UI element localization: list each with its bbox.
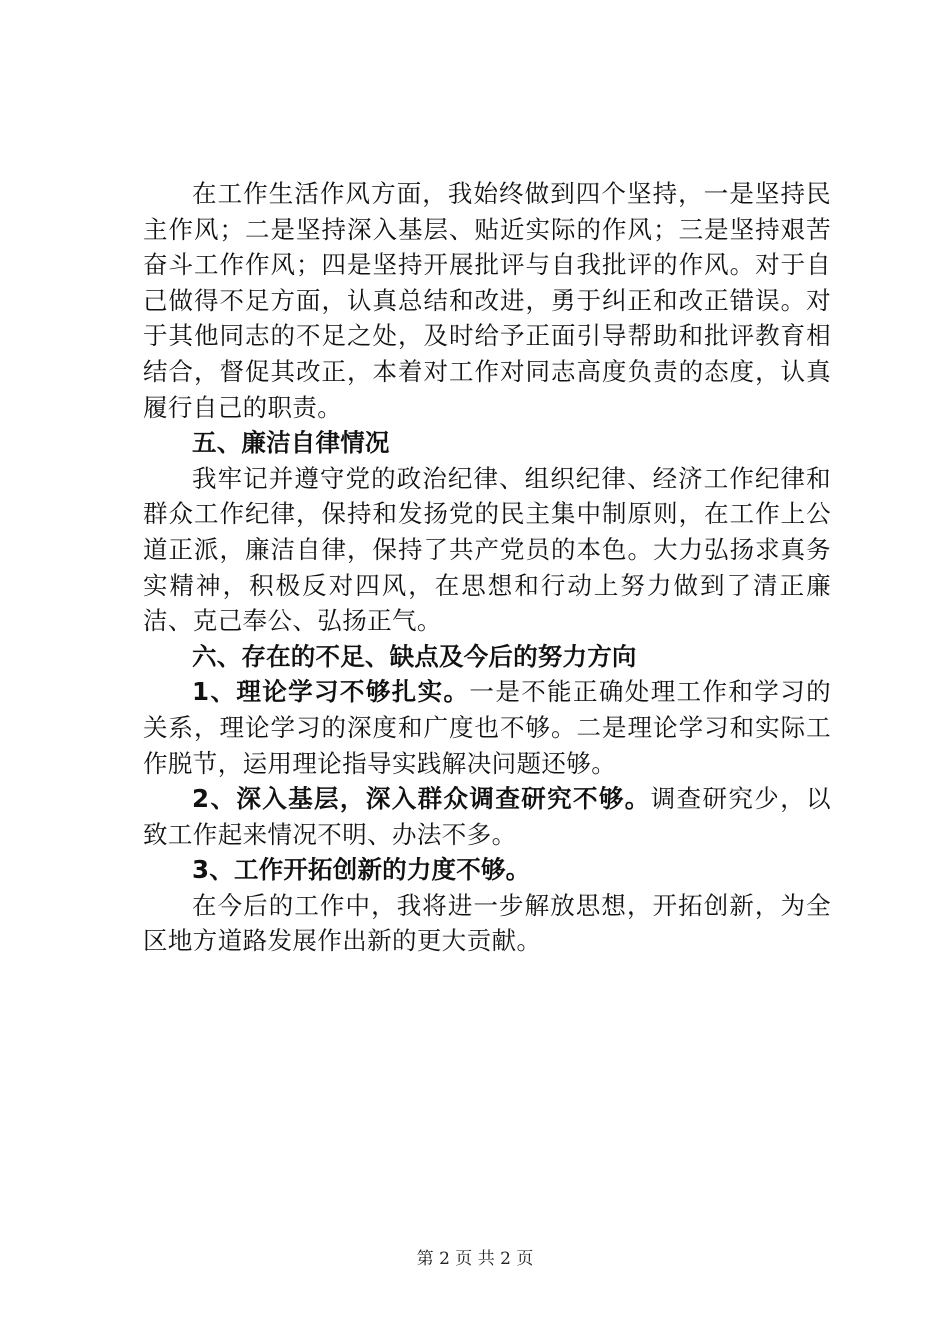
paragraph-theory-study bbox=[143, 674, 831, 781]
paragraph-work-style: 在工作生活作风方面，我始终做到四个坚持，一是坚持民主作风；二是坚持深入基层、贴近实际的作风；三是坚持艰苦奋斗工作作风；四是坚持开展批评与自我批评的作风。对于自己做得不足方面，认真总结和改进，勇于纠正和改正错误。对于其他同志的不足之处，及时给予正面引导帮助和批评教育相结合，督促其改正，本着对工作对同志高度负责的态度，认真履行自己的职责。 bbox=[143, 179, 831, 422]
document-body bbox=[143, 176, 831, 959]
paragraph-body-grassroots: 调查研究少，以致工作起来情况不明、办法不多。 bbox=[143, 784, 831, 849]
page-number-footer: 第 2 页 共 2 页 bbox=[416, 1249, 534, 1269]
paragraph-conclusion: 在今后的工作中，我将进一步解放思想，开拓创新，为全区地方道路发展作出新的更大贡献。 bbox=[143, 890, 831, 956]
paragraph-integrity: 我牢记并遵守党的政治纪律、组织纪律、经济工作纪律和群众工作纪律，保持和发扬党的民主集中制原则，在工作上公道正派，廉洁自律，保持了共产党员的本色。大力弘扬求真务实精神，积极反对四风，在思想和行动上努力做到了清正廉洁、克己奉公、弘扬正气。 bbox=[143, 463, 831, 636]
section-heading-integrity: 五、廉洁自律情况 bbox=[192, 428, 390, 458]
paragraph-grassroots bbox=[143, 781, 831, 852]
paragraph-body-theory-study: 一是不能正确处理工作和学习的关系，理论学习的深度和广度也不够。二是理论学习和实际工作脱节，运用理论指导实践解决问题还够。 bbox=[143, 677, 831, 778]
paragraph-lead-theory-study: 1、理论学习不够扎实。 bbox=[192, 677, 470, 707]
section-heading-shortcomings: 六、存在的不足、缺点及今后的努力方向 bbox=[192, 641, 637, 671]
section-heading-innovation: 3、工作开拓创新的力度不够。 bbox=[192, 855, 531, 885]
paragraph-lead-grassroots: 2、深入基层，深入群众调查研究不够。 bbox=[192, 784, 651, 814]
